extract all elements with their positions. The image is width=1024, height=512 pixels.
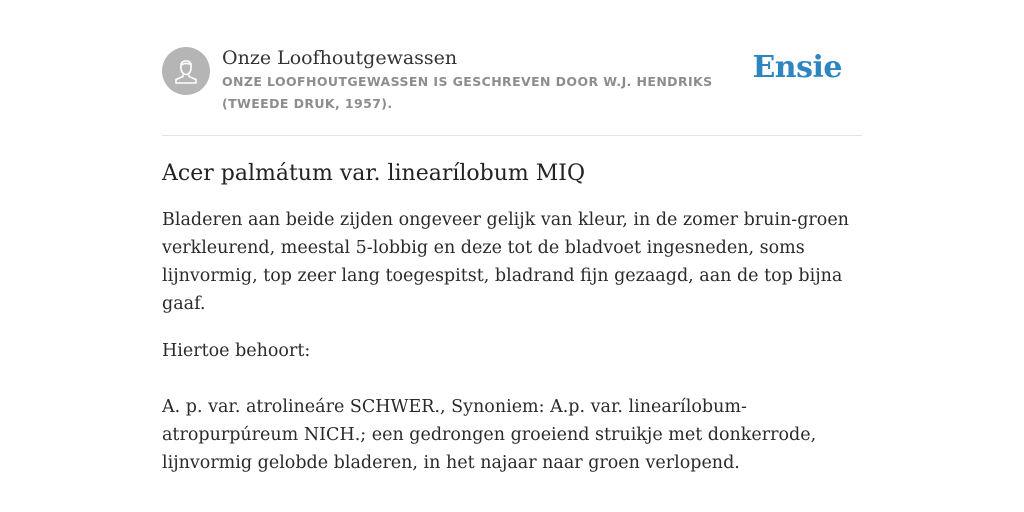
header-divider — [162, 135, 862, 136]
user-icon[interactable] — [162, 47, 210, 95]
source-title[interactable]: Onze Loofhoutgewassen — [222, 47, 458, 69]
brand-logo[interactable]: Ensie — [752, 50, 842, 85]
article-paragraph: A. p. var. atrolineáre SCHWER., Synoniem: A.p. var. linearílobum-atropurpúreum NICH.; een gedrongen groeiend struikje met donkerrode, lijnvormig gelobde bladeren, in het najaar naar groen verlopend. — [162, 397, 817, 473]
article-paragraph: Bladeren aan beide zijden ongeveer gelijk van kleur, in de zomer bruin-groen verkleurend, meestal 5-lobbig en deze tot de bladvoet ingesneden, soms lijnvormig, top zeer lang toegespitst, bladrand fijn gezaagd, aan de top bijna gaaf. — [162, 210, 849, 314]
source-description: ONZE LOOFHOUTGEWASSEN IS GESCHREVEN DOOR W.J. HENDRIKS (TWEEDE DRUK, 1957). — [222, 74, 713, 111]
article-paragraph: Hiertoe behoort: — [162, 341, 311, 361]
article-title: Acer palmátum var. linearílobum MIQ — [162, 161, 586, 186]
article — [162, 158, 867, 477]
source-header — [162, 46, 862, 134]
